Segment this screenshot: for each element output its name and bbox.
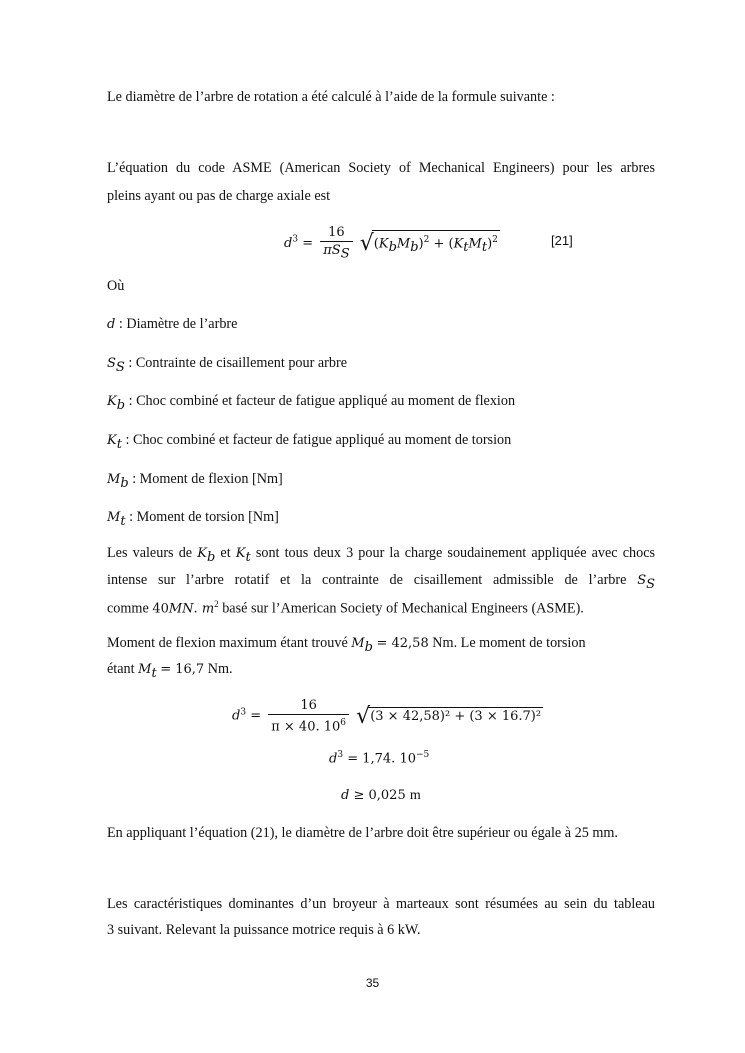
page-number: 35 (365, 976, 380, 990)
definition-ss: $S_S$ : Contrainte de cisaillement pour arbre (107, 355, 348, 375)
asme-line-1: L’équation du code ASME (American Society of Mechanical Engineers) pour les arbres (107, 160, 655, 176)
values-line-3: comme 40MN. $m^2$ basé sur l’American Society of Mechanical Engineers (ASME). (107, 599, 584, 617)
calculation-fraction: $\frac{16}{\pi \times 40. 10^6}$ (268, 697, 349, 735)
asme-equation: $d^3$ = $\frac{16}{\pi S_S}$ $√(K_bM_b)^2 + (K_tM_t)^2$ (284, 225, 498, 262)
values-line-1: Les valeurs de $K_b$ et $K_t$ sont tous deux 3 pour la charge soudainement appliquée avec chocs (107, 545, 656, 565)
result-d: d ≥ 0,025 m (341, 788, 421, 803)
moment-line-1: Moment de flexion maximum étant trouvé $M_b = 42,58$ Nm. Le moment de torsion (107, 635, 586, 655)
table-line-1: Les caractéristiques dominantes d’un broyeur à marteaux sont résumées au sein du tableau (107, 896, 655, 912)
equation-fraction: $\frac{16}{\pi S_S}$ (320, 224, 352, 263)
definition-d: d : Diamètre de l’arbre (107, 316, 238, 332)
calculation-sqrt: √(3 × 42,58)² + (3 × 16.7)² (356, 703, 542, 729)
equation-label: [21] (551, 233, 573, 248)
calculation-equation: $d^3$ = $\frac{16}{\pi \times 40. 10^6}$ √(3 × 42,58)² + (3 × 16.7)² (232, 698, 542, 735)
intro-paragraph: Le diamètre de l’arbre de rotation a été calculé à l’aide de la formule suivante : (107, 89, 555, 105)
definition-mb: $M_b$ : Moment de flexion [Nm] (107, 471, 283, 491)
definition-kt: $K_t$ : Choc combiné et facteur de fatigue appliqué au moment de torsion (107, 432, 512, 452)
definition-kb: $K_b$ : Choc combiné et facteur de fatigue appliqué au moment de flexion (107, 393, 516, 413)
conclusion-paragraph: En appliquant l’équation (21), le diamètre de l’arbre doit être supérieur ou égale à 25 mm. (107, 825, 618, 841)
asme-line-2: pleins ayant ou pas de charge axiale est (107, 188, 331, 204)
equation-sqrt: $√(K_bM_b)^2 + (K_tM_t)^2$ (359, 230, 498, 256)
values-line-2: intense sur l’arbre rotatif et la contrainte de cisaillement admissible de l’arbre $S_S$ (107, 572, 655, 592)
moment-line-2: étant $M_t = 16,7$ Nm. (107, 661, 233, 681)
ou-label: Où (107, 278, 125, 294)
table-line-2: 3 suivant. Relevant la puissance motrice requis à 6 kW. (107, 922, 421, 938)
result-d3: $d^3 = 1,74$. $10^{-5}$ (329, 750, 430, 767)
definition-mt: $M_t$ : Moment de torsion [Nm] (107, 509, 279, 529)
